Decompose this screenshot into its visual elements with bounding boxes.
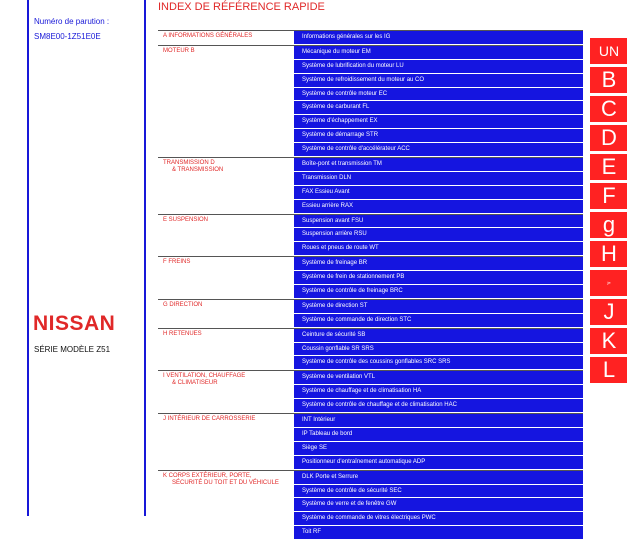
index-row[interactable]: DLK Porte et Serrure [294, 471, 583, 484]
section-group [158, 45, 583, 157]
index-row[interactable]: Système de carburant FL [294, 101, 583, 114]
index-row[interactable]: Informations générales sur les IG [294, 31, 583, 44]
section-label[interactable] [158, 414, 294, 470]
index-row[interactable]: Système de contrôle de freinage BRC [294, 285, 583, 298]
index-row[interactable]: Toit RF [294, 526, 583, 539]
section-rows [294, 300, 583, 328]
section-rows [294, 257, 583, 299]
index-row[interactable]: INT Intérieur [294, 414, 583, 427]
index-row[interactable]: Mécanique du moteur EM [294, 46, 583, 59]
index-row[interactable]: Système de commande de direction STC [294, 314, 583, 327]
index-row[interactable]: Suspension arrière RSU [294, 228, 583, 241]
page-title: INDEX DE RÉFÉRENCE RAPIDE [158, 1, 325, 13]
sidebar [27, 0, 146, 516]
section-tab[interactable]: je [590, 270, 627, 296]
index-row[interactable]: Système de contrôle de chauffage et de climatisation HAC [294, 399, 583, 412]
index-row[interactable]: Siège SE [294, 442, 583, 455]
section-label-line1: MOTEUR B [163, 47, 195, 54]
section-label-line1: K CORPS EXTÉRIEUR, PORTE, [163, 472, 252, 479]
model-series: SÉRIE MODÈLE Z51 [34, 345, 111, 354]
index-row[interactable]: Système de refroidissement du moteur au CO [294, 74, 583, 87]
section-tab[interactable]: UN [590, 38, 627, 64]
section-tab[interactable]: D [590, 125, 627, 151]
section-rows [294, 158, 583, 214]
section-rows [294, 215, 583, 257]
section-label-line1: E SUSPENSION [163, 216, 209, 223]
section-label[interactable] [158, 158, 294, 214]
section-label-line2: SÉCURITÉ DU TOIT ET DU VÉHICULE [172, 479, 279, 486]
index-row[interactable]: Boîte-pont et transmission TM [294, 158, 583, 171]
publication-code: SM8E00-1Z51E0E [34, 32, 101, 41]
section-label[interactable] [158, 471, 294, 540]
section-rows [294, 329, 583, 371]
section-tab[interactable]: J [590, 299, 627, 325]
section-tab[interactable]: K [590, 328, 627, 354]
section-label-line1: G DIRECTION [163, 301, 203, 308]
index-row[interactable]: Système de contrôle de sécurité SEC [294, 485, 583, 498]
section-rows [294, 471, 583, 540]
index-row[interactable]: Système de freinage BR [294, 257, 583, 270]
section-group [158, 470, 583, 540]
section-label[interactable] [158, 371, 294, 413]
index-row[interactable]: Système d'échappement EX [294, 115, 583, 128]
section-label[interactable] [158, 329, 294, 371]
index-row[interactable]: Suspension avant FSU [294, 215, 583, 228]
index-row[interactable]: FAX Essieu Avant [294, 186, 583, 199]
section-group [158, 328, 583, 371]
publication-label: Numéro de parution : [34, 17, 110, 26]
section-group [158, 30, 583, 45]
index-row[interactable]: Système de direction ST [294, 300, 583, 313]
index-row[interactable]: Système de chauffage et de climatisation HA [294, 385, 583, 398]
section-group [158, 413, 583, 470]
section-group [158, 256, 583, 299]
index-row[interactable]: Système de contrôle d'accélérateur ACC [294, 143, 583, 156]
section-group [158, 370, 583, 413]
index-row[interactable]: IP Tableau de bord [294, 428, 583, 441]
section-label[interactable] [158, 300, 294, 328]
section-label-line1: TRANSMISSION D [163, 160, 215, 167]
section-label-line1: J INTÉRIEUR DE CARROSSERIE [163, 416, 256, 423]
section-rows [294, 414, 583, 470]
section-tab[interactable]: E [590, 154, 627, 180]
index-row[interactable]: Transmission DLN [294, 172, 583, 185]
section-label[interactable] [158, 46, 294, 157]
section-tabs [590, 38, 627, 386]
section-rows [294, 31, 583, 45]
section-label-line2: & CLIMATISEUR [172, 380, 218, 387]
section-tab[interactable]: F [590, 183, 627, 209]
index-row[interactable]: Système de verre et de fenêtre GW [294, 498, 583, 511]
section-index [158, 30, 583, 540]
index-row[interactable]: Roues et pneus de route WT [294, 242, 583, 255]
section-label[interactable] [158, 31, 294, 45]
section-rows [294, 46, 583, 157]
index-row[interactable]: Système de commande de vitres électriques PWC [294, 512, 583, 525]
section-tab[interactable]: g [590, 212, 627, 238]
index-row[interactable]: Système de ventilation VTL [294, 371, 583, 384]
section-group [158, 157, 583, 214]
index-row[interactable]: Système de contrôle moteur EC [294, 88, 583, 101]
index-row[interactable]: Système de lubrification du moteur LU [294, 60, 583, 73]
section-rows [294, 371, 583, 413]
index-row[interactable]: Ceinture de sécurité SB [294, 329, 583, 342]
section-label-line1: A INFORMATIONS GÉNÉRALES [163, 33, 253, 39]
index-row[interactable]: Essieu arrière RAX [294, 200, 583, 213]
section-label[interactable] [158, 257, 294, 299]
section-group [158, 214, 583, 257]
index-row[interactable]: Coussin gonflable SR SRS [294, 343, 583, 356]
section-group [158, 299, 583, 328]
index-row[interactable]: Positionneur d'entraînement automatique ADP [294, 456, 583, 469]
section-tab[interactable]: H [590, 241, 627, 267]
section-label-line2: & TRANSMISSION [172, 167, 224, 174]
section-label-line1: I VENTILATION, CHAUFFAGE [163, 373, 246, 380]
section-tab[interactable]: L [590, 357, 627, 383]
nissan-logo: NISSAN [33, 312, 116, 335]
index-row[interactable]: Système de frein de stationnement PB [294, 271, 583, 284]
section-tab[interactable]: B [590, 67, 627, 93]
section-label[interactable] [158, 215, 294, 257]
section-label-line1: F FREINS [163, 259, 191, 266]
section-tab[interactable]: C [590, 96, 627, 122]
index-row[interactable]: Système de démarrage STR [294, 129, 583, 142]
index-row[interactable]: Système de contrôle des coussins gonflables SRC SRS [294, 356, 583, 369]
section-label-line1: H RETENUES [163, 330, 202, 337]
